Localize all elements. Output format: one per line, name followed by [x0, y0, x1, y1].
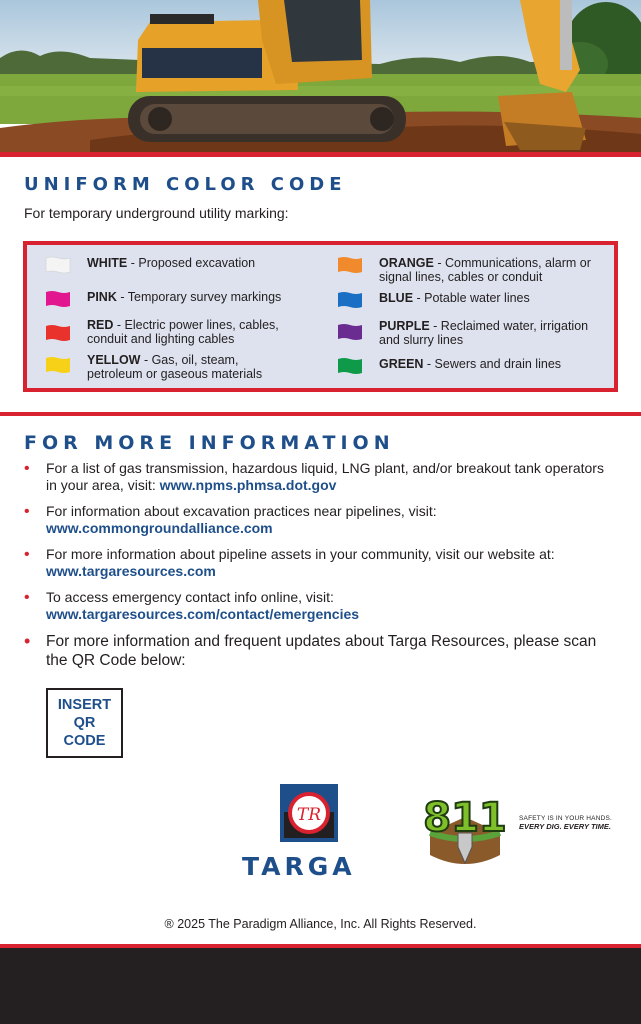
list-item: • For more information about pipeline assets in your community, visit our website at: www.targaresources.com: [24, 546, 614, 580]
green-flag-icon: [337, 357, 363, 375]
legend-item-purple: PURPLE - Reclaimed water, irrigation and slurry lines: [337, 319, 607, 347]
bullet-icon: •: [24, 631, 31, 651]
color-code-title: UNIFORM COLOR CODE: [24, 174, 347, 195]
list-item: • For a list of gas transmission, hazardous liquid, LNG plant, and/or breakout tank operators in your area, visit: www.npms.phmsa.dot.gov: [24, 460, 604, 493]
legend-item-yellow: YELLOW - Gas, oil, steam, petroleum or gaseous materials: [45, 353, 295, 381]
footer-bar: [0, 948, 641, 1024]
npms-link[interactable]: www.npms.phmsa.dot.gov: [159, 477, 337, 493]
commonground-link[interactable]: www.commongroundalliance.com: [46, 520, 273, 536]
color-code-intro: For temporary underground utility marking:: [24, 205, 289, 221]
more-info-list: [24, 460, 614, 679]
targa-wordmark: TARGA: [242, 852, 356, 881]
red-divider-top: [0, 152, 641, 157]
legend-item-green: GREEN - Sewers and drain lines: [337, 357, 607, 375]
bullet-icon: •: [24, 460, 30, 477]
excavator-illustration: [0, 0, 641, 152]
811-tagline: SAFETY IS IN YOUR HANDS. EVERY DIG. EVERY TIME.: [519, 815, 613, 831]
hero-excavator-photo: [0, 0, 641, 152]
red-divider-middle: [0, 412, 641, 416]
purple-flag-icon: [337, 323, 363, 341]
targa-website-link[interactable]: www.targaresources.com: [46, 563, 216, 579]
list-item: • For information about excavation practices near pipelines, visit: www.commongroundalliance.com: [24, 503, 614, 537]
more-info-title: FOR MORE INFORMATION: [24, 432, 395, 454]
copyright-notice: ® 2025 The Paradigm Alliance, Inc. All Rights Reserved.: [164, 917, 477, 931]
svg-text:811: 811: [423, 795, 507, 841]
qr-code-placeholder: INSERT QR CODE: [46, 688, 123, 758]
bullet-icon: •: [24, 546, 30, 563]
yellow-flag-icon: [45, 356, 71, 374]
list-item: • To access emergency contact info online, visit: www.targaresources.com/contact/emergencies: [24, 589, 614, 623]
legend-item-blue: BLUE - Potable water lines: [337, 291, 607, 309]
svg-text:TR: TR: [296, 805, 322, 825]
pink-flag-icon: [45, 290, 71, 308]
color-code-legend: [23, 241, 618, 392]
legend-item-red: RED - Electric power lines, cables, conduit and lighting cables: [45, 318, 295, 346]
legend-item-white: WHITE - Proposed excavation: [45, 256, 295, 274]
red-flag-icon: [45, 324, 71, 342]
white-flag-icon: [45, 256, 71, 274]
emergencies-link[interactable]: www.targaresources.com/contact/emergencies: [46, 606, 360, 622]
bullet-icon: •: [24, 503, 30, 520]
list-item: • For more information and frequent updates about Targa Resources, please scan the QR Code below:: [24, 631, 597, 669]
bullet-icon: •: [24, 589, 30, 606]
legend-item-orange: ORANGE - Communications, alarm or signal lines, cables or conduit: [337, 256, 607, 284]
orange-flag-icon: [337, 256, 363, 274]
call-811-logo-icon: [420, 785, 510, 873]
legend-item-pink: PINK - Temporary survey markings: [45, 290, 295, 308]
blue-flag-icon: [337, 291, 363, 309]
